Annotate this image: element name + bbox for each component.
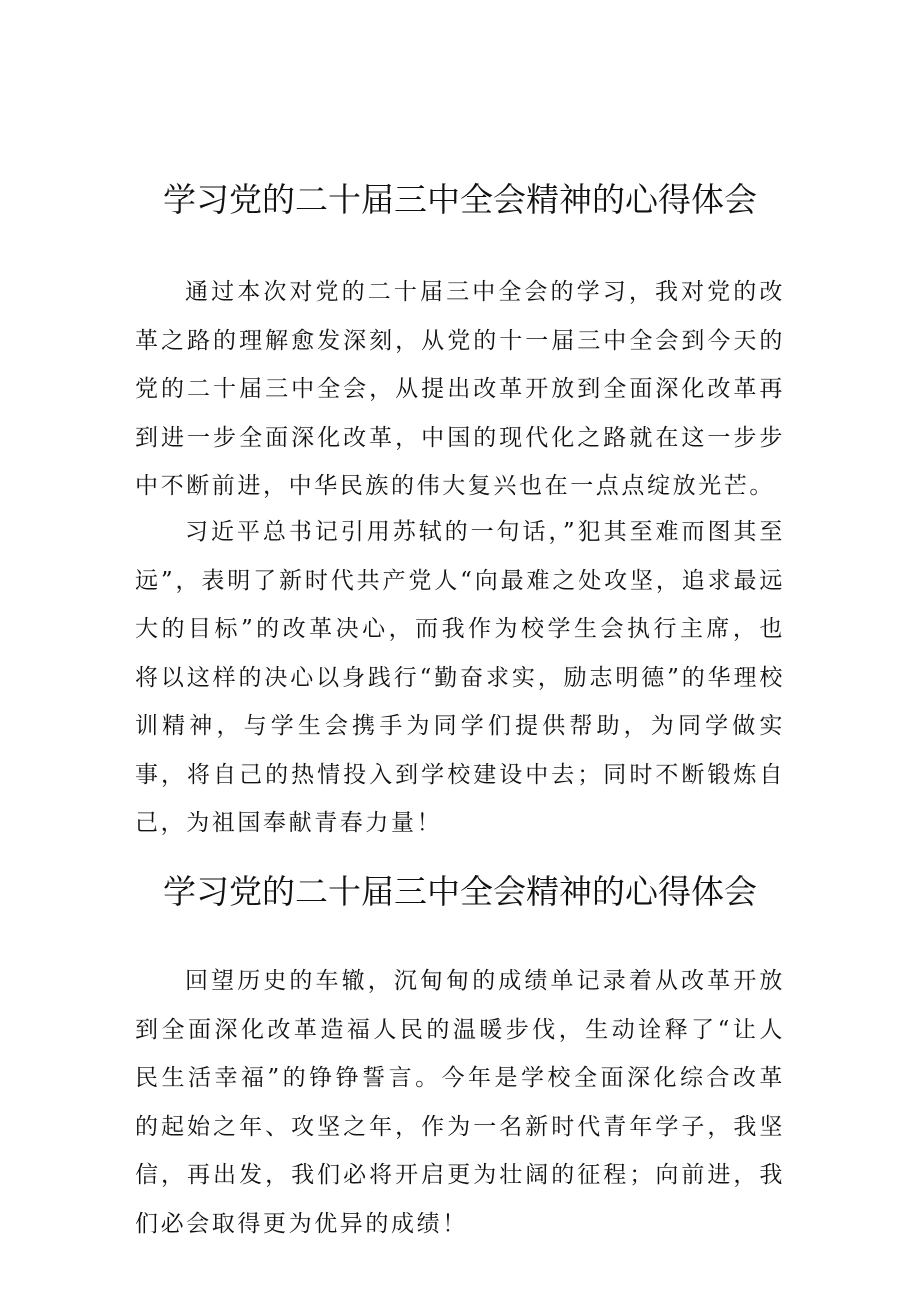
section-title: 学习党的二十届三中全会精神的心得体会: [163, 872, 757, 911]
body-paragraph: 习近平总书记引用苏轼的一句话，”犯其至难而图其至远”，表明了新时代共产党人“向最难之处攻坚，追求最远大的目标”的改革决心，而我作为校学生会执行主席，也将以这样的决心以身践行“勤奋求实，励志明德”的华理校训精神，与学生会携手为同学们提供帮助，为同学做实事，将自己的热情投入到学校建设中去；同时不断锻炼自己，为祖国奉献青春力量！: [135, 519, 785, 836]
section-title: 学习党的二十届三中全会精神的心得体会: [163, 180, 757, 219]
body-paragraph: 通过本次对党的二十届三中全会的学习，我对党的改革之路的理解愈发深刻，从党的十一届三中全会到今天的党的二十届三中全会，从提出改革开放到全面深化改革再到进一步全面深化改革，中国的现代化之路就在这一步步中不断前进，中华民族的伟大复兴也在一点点绽放光芒。: [135, 279, 785, 499]
body-paragraph: 回望历史的车辙，沉甸甸的成绩单记录着从改革开放到全面深化改革造福人民的温暖步伐，生动诠释了“让人民生活幸福”的铮铮誓言。今年是学校全面深化综合改革的起始之年、攻坚之年，作为一名新时代青年学子，我坚信，再出发，我们必将开启更为壮阔的征程；向前进，我们必会取得更为优异的成绩！: [135, 968, 785, 1237]
